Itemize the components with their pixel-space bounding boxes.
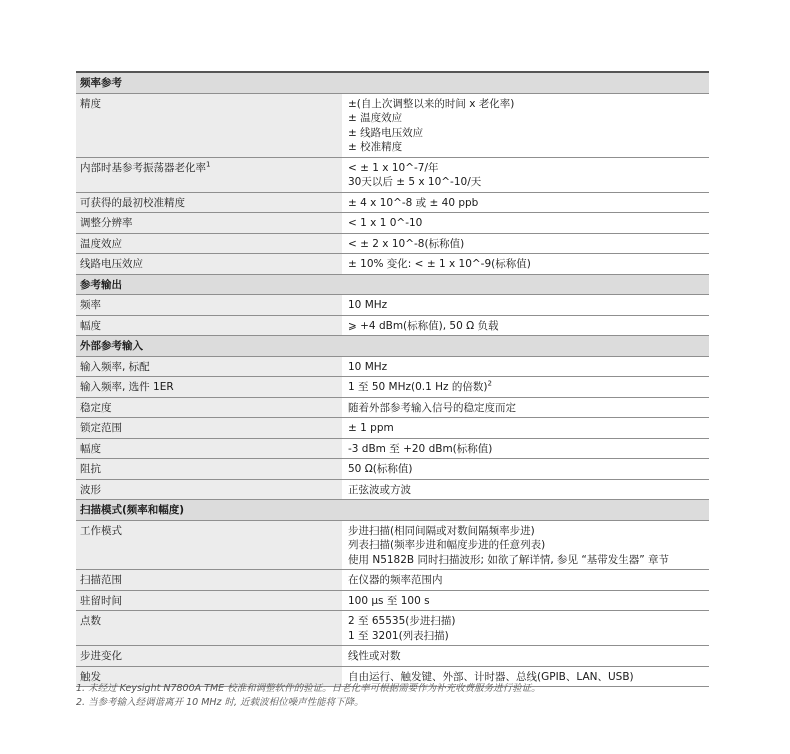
spec-value-line <box>348 360 705 375</box>
spec-value-text: ± 线路电压效应 <box>348 126 424 139</box>
spec-value-text: 自由运行、触发键、外部、计时器、总线(GPIB、LAN、USB) <box>348 670 634 683</box>
table-row <box>76 213 709 234</box>
spec-label-cell <box>76 192 342 213</box>
spec-value-cell <box>342 570 709 591</box>
spec-label: 扫描范围 <box>80 574 122 586</box>
spec-label: 波形 <box>80 483 101 496</box>
spec-label-cell <box>76 459 342 480</box>
spec-value-line <box>348 97 705 112</box>
spec-value-line <box>348 298 705 313</box>
spec-value-cell <box>342 295 709 316</box>
spec-value-line <box>348 538 705 553</box>
table-row <box>76 315 709 336</box>
table-row <box>76 356 709 377</box>
spec-label: 线路电压效应 <box>80 258 143 270</box>
spec-value-line <box>348 161 705 176</box>
spec-label: 频率 <box>80 299 101 311</box>
spec-value-line <box>348 573 705 588</box>
spec-label: 驻留时间 <box>80 594 122 607</box>
spec-label: 工作模式 <box>80 524 122 537</box>
spec-label: 点数 <box>80 615 101 627</box>
spec-label-cell <box>76 438 342 459</box>
spec-value-line <box>348 319 705 334</box>
spec-value-line <box>348 442 705 457</box>
spec-value-text: 线性或对数 <box>348 650 401 662</box>
table-row <box>76 295 709 316</box>
spec-value-text: 列表扫描(频率步进和幅度步进的任意列表) <box>348 539 546 551</box>
spec-label: 阻抗 <box>80 463 101 475</box>
spec-value-cell <box>342 356 709 377</box>
spec-value-line <box>348 380 705 395</box>
spec-label-cell <box>76 611 342 646</box>
spec-label: 稳定度 <box>80 401 112 414</box>
spec-label: 输入频率, 选件 1ER <box>80 381 174 393</box>
spec-value-line <box>348 462 705 477</box>
spec-value-text: < ± 2 x 10^-8(标称值) <box>348 237 465 250</box>
table-row <box>76 418 709 439</box>
spec-label: 步进变化 <box>80 650 122 662</box>
spec-label: 内部时基参考振荡器老化率 <box>80 161 206 174</box>
table-row <box>76 254 709 275</box>
spec-label-cell <box>76 233 342 254</box>
table-row <box>76 570 709 591</box>
spec-label: 幅度 <box>80 442 101 455</box>
spec-value-cell <box>342 315 709 336</box>
spec-value-text: 50 Ω(标称值) <box>348 463 413 475</box>
spec-label: 温度效应 <box>80 237 122 250</box>
spec-label-cell <box>76 157 342 192</box>
spec-value-text: 步进扫描(相同间隔或对数间隔频率步进) <box>348 524 535 537</box>
spec-value-cell <box>342 93 709 157</box>
table-row <box>76 438 709 459</box>
table-row <box>76 590 709 611</box>
spec-value-text: 100 μs 至 100 s <box>348 594 430 607</box>
spec-value-line <box>348 140 705 155</box>
spec-value-cell <box>342 213 709 234</box>
spec-value-cell <box>342 397 709 418</box>
table-row <box>76 479 709 500</box>
spec-value-line <box>348 614 705 629</box>
spec-label-cell <box>76 418 342 439</box>
table-row <box>76 192 709 213</box>
spec-label-cell <box>76 377 342 398</box>
spec-value-cell <box>342 233 709 254</box>
spec-value-cell <box>342 418 709 439</box>
section-title: 频率参考 <box>76 72 709 93</box>
spec-value-text: 2 至 65535(步进扫描) <box>348 615 456 627</box>
spec-value-text: ± 1 ppm <box>348 422 394 434</box>
spec-value-line <box>348 483 705 498</box>
table-row <box>76 520 709 570</box>
spec-value-cell <box>342 520 709 570</box>
section-title: 扫描模式(频率和幅度) <box>76 500 709 521</box>
spec-value-cell <box>342 157 709 192</box>
spec-value-line <box>348 175 705 190</box>
spec-value-line <box>348 629 705 644</box>
spec-label-cell <box>76 356 342 377</box>
spec-value-line <box>348 421 705 436</box>
spec-value-text: 30天以后 ± 5 x 10^-10/天 <box>348 176 482 188</box>
spec-value-text: ± 10% 变化: < ± 1 x 10^-9(标称值) <box>348 258 531 270</box>
spec-label-cell <box>76 213 342 234</box>
spec-value-line <box>348 126 705 141</box>
spec-value-text: ± 校准精度 <box>348 141 403 153</box>
spec-value-text: 10 MHz <box>348 360 388 373</box>
spec-value-text: ± 4 x 10^-8 或 ± 40 ppb <box>348 196 479 209</box>
spec-label: 幅度 <box>80 319 101 332</box>
table-row <box>76 157 709 192</box>
spec-value-cell <box>342 611 709 646</box>
spec-value-text: 正弦波或方波 <box>348 483 411 496</box>
footnotes <box>76 682 716 710</box>
section-header <box>76 336 709 357</box>
spec-label-cell <box>76 570 342 591</box>
table-row <box>76 377 709 398</box>
spec-label-cell <box>76 479 342 500</box>
spec-label-cell <box>76 590 342 611</box>
spec-value-text: 在仪器的频率范围内 <box>348 574 443 586</box>
section-header <box>76 500 709 521</box>
spec-value-line <box>348 111 705 126</box>
table-row <box>76 397 709 418</box>
footnote-ref: 2 <box>487 379 492 388</box>
spec-value-line <box>348 649 705 664</box>
table-row <box>76 646 709 667</box>
spec-value-text: 使用 N5182B 同时扫描波形; 如欲了解详情, 参见 “基带发生器” 章节 <box>348 553 670 566</box>
spec-value-text: ± 温度效应 <box>348 112 403 124</box>
section-header <box>76 274 709 295</box>
spec-value-cell <box>342 438 709 459</box>
spec-label: 可获得的最初校准精度 <box>80 196 185 209</box>
spec-label-cell <box>76 315 342 336</box>
spec-value-line <box>348 257 705 272</box>
section-title: 参考输出 <box>76 274 709 295</box>
spec-value-cell <box>342 192 709 213</box>
spec-value-text: ±(自上次调整以来的时间 x 老化率) <box>348 97 515 110</box>
spec-value-text: 1 至 3201(列表扫描) <box>348 629 449 642</box>
spec-value-line <box>348 594 705 609</box>
spec-value-line <box>348 401 705 416</box>
footnote-2: 2. 当参考输入经调谐离开 10 MHz 时, 近载波相位噪声性能将下降。 <box>76 697 364 708</box>
spec-value-text: < ± 1 x 10^-7/年 <box>348 161 439 174</box>
spec-label: 输入频率, 标配 <box>80 360 150 373</box>
spec-label-cell <box>76 397 342 418</box>
spec-label-cell <box>76 646 342 667</box>
spec-value-text: 10 MHz <box>348 299 388 311</box>
table-row <box>76 611 709 646</box>
spec-value-cell <box>342 254 709 275</box>
spec-value-text: 随着外部参考输入信号的稳定度而定 <box>348 401 516 414</box>
spec-value-cell <box>342 459 709 480</box>
footnote-ref: 1 <box>206 160 211 168</box>
spec-label-cell <box>76 295 342 316</box>
footnote-1: 1. 未经过 Keysight N7800A TME 校准和调整软件的验证。日老化率可根据需要作为补充收费服务进行验证。 <box>76 683 541 694</box>
spec-value-line <box>348 553 705 568</box>
spec-value-line <box>348 216 705 231</box>
spec-value-line <box>348 237 705 252</box>
spec-label: 调整分辨率 <box>80 217 133 229</box>
spec-value-cell <box>342 646 709 667</box>
spec-label-cell <box>76 254 342 275</box>
spec-value-cell <box>342 479 709 500</box>
spec-value-line <box>348 524 705 539</box>
spec-value-line <box>348 196 705 211</box>
section-title: 外部参考输入 <box>76 336 709 357</box>
table-row <box>76 233 709 254</box>
spec-label: 锁定范围 <box>80 422 122 434</box>
spec-value-text: 1 至 50 MHz(0.1 Hz 的倍数) <box>348 381 488 393</box>
table-row <box>76 459 709 480</box>
spec-value-cell <box>342 377 709 398</box>
spec-table <box>76 71 709 687</box>
spec-value-text: < 1 x 1 0^-10 <box>348 217 423 229</box>
table-row <box>76 93 709 157</box>
spec-label-cell <box>76 93 342 157</box>
spec-value-text: -3 dBm 至 +20 dBm(标称值) <box>348 442 493 455</box>
spec-value-cell <box>342 590 709 611</box>
spec-label: 触发 <box>80 670 101 683</box>
spec-value-text: ⩾ +4 dBm(标称值), 50 Ω 负载 <box>348 319 499 332</box>
spec-label-cell <box>76 520 342 570</box>
spec-label: 精度 <box>80 97 101 110</box>
section-header <box>76 72 709 93</box>
